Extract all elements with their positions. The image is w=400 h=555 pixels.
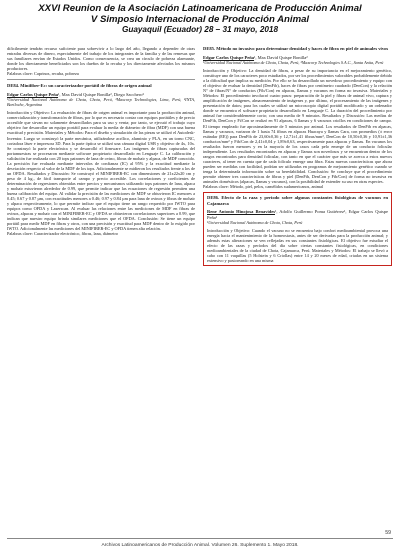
abstract-divider: [7, 79, 195, 80]
abstract-title: DE86. Efecto de la raza y periodo sobre algunas constantes fisiológicas de vacunos en Cajamarca: [207, 195, 388, 206]
journal-footer: Archivos Latinoamericanos de Producción Animal. Volumen 26. Suplemento 1. Mayo 2018.: [101, 543, 299, 548]
location-date: Guayaquil (Ecuador) 28 – 31 mayo, 2018: [121, 25, 279, 34]
footer-rule: [7, 538, 393, 539]
abstract-body: Introducción y Objetivo: La densidad de fibras, a pesar de su importancia en el mejoramiento genético, constituye uno de los caracteres poco estudiados, por ser los procedimientos valorables probablemente debido a la dificultad que implica su medición. Por ello se ha desarrollado un novedoso procedimiento y equipo con el objetivo de evaluar la densidad (DenFib), haces de fibras por centímetro cuadrado (DenCon) y la relación N° de fibras/N° de conductos (Fib/Con) en alpacas, llamas y vacunos en forma no invasiva. Materiales y Métodos: El procedimiento involucró cuatro pasos: preparación de la piel y fibras de animal vivo, captura y amplificación de imágenes, almacenamiento de imágenes y, por último, el procesamiento de las imágenes y presentación de datos; para los cuales se utilizó un microscopio digital portátil modificado y un ordenador donde se encuentra el software propietario desarrollado en Lenguaje C. La duración del procedimiento por animal fue considerablemente corto; con una media de 9 minutos. Resultados y Discusión: Las medias de DenFib, DenCon y Fi/Con se realizó en 91 alpacas, 6 llamas y 6 vacunos criollos en condiciones de campo. El tiempo empleado fue aproximadamente de 5 minutos por animal. Los resultados de DenFib en alpacas, llamas y vacunos, variaron de 1 hasta 74 fibras en alpacas Huacaya y llamas Cara, con promedios (± error estándar (EE)) para DenFib de 23,60±0,36 y 12,71±1,41 fibras/mm², DenCon de 10,50±0,36 y 10,91±1,36 conductos/mm² y Fib/Con de 2,41±0,04 y 1,89±0,63, respectivamente para alpacas y llamas. En vacunos los resultados fueron menores y en la mayoría de los casos cada pelo emerge de un conducto folicular independiente. Los resultados encontrados en alpacas y llamas son novedosos y se encuentran dentro de los rangos encontrados para densidad folicular, con tanto en que el carácter que más se acerca a estos nuevos caracteres, al tener en cuenta que de cada folículo emerge una fibra. Estas nuevas características que ahora pueden ser medidas con facilidad, podrían ser utilizadas en programas de mejoramiento genético cuando se tenga la determinada información sobre su heredabilidad. Conclusión: Se concluye que el procedimiento permite obtener tres características de fibras y piel (DenFib, DenCon y Fib/Con) de forma no invasiva en animales domésticos (alpacas, llamas y vacunos), con la posibilidad de extender su uso en otras especies.: [203, 68, 393, 185]
abstract-de85: [203, 46, 392, 189]
first-author: Edgar Carlos Quispe Peña: [203, 54, 255, 60]
other-authors: ¹, Max David Quispe Bonilla²: [254, 54, 308, 60]
abstract-body: Introducción y Objetivo: Cuando el vacuno no se encuentra bajo confort medioambiental provoca una energía hacia el mantenimiento de la homeostasis, antes de ser derivadas para la producción animal; y además estas alteraciones se ven reflejadas en sus constantes fisiológicas. El objetivo fue estudiar el efecto de las razas y períodos del día sobre ciertas constantes fisiológicas, en condiciones medioambientales de la ciudad de Chota, Cajamarca, Perú. Materiales y Métodos: El trabajo se llevó a cabo con 11 vaquillas (5 Holstein y 6 Criollas) entre 14 y 20 meses de edad, criadas en un sistema extensivo y pastoreando en una misma: [207, 228, 388, 264]
abstract-keywords: Palabras clave: Caracterizador electrónico, fibras, lana, diámetro: [7, 231, 119, 237]
page-number: 59: [385, 530, 391, 536]
abstract-de84: [7, 83, 195, 236]
abstract-body: Introducción y Objetivo: La evaluación de fibras de origen animal es importante para la producción animal, comercialización y transformación de fibras, por lo que es necesario contar con equipos portátiles y de precio accesible que sirvan no solamente desarrollados para su uso y venta; por tanto, se ejecutó el trabajo cuyo objetivo fue desarrollar un equipo portátil para evaluar la media de diámetro de fibra (MDF) con una buena exactitud y precisión. Materiales y Métodos: Para el diseño y simulación de las piezas se utilizó el Autodesk-Inventor. Luego se construyó la parte mecánica, utilizándose acrílico, aluminio y PLA, en un torno CNC, cortadora láser e impresora 3D. Para la parte óptica se utilizó una cámara digital USB y objetivo de 4x, 10x. Se construyó la parte electrónica y se desarrolló el firmware. Las imágenes de fibras capturadas del portamuestras se procesaron mediante software propietario desarrollado en Lenguaje C. La calibración y validación fue realizada con 20 tops patrones de lana de ovino, fibras de mohair y alpaca, de MDF conocido. La precisión fue evaluada mediante intervalos de confianza (IC) al 95% y la exactitud mediante la desviación respecto al valor de la MDF de los tops. Adicionalmente se midieron los resultados frente a los de un OFDA. Resultados y Discusión: Se construyó el MINIFIBER-EC con dimensiones de 21x22x20 cm y peso de 4 kg., de fácil transporte al campo y precio accesible. Los correlaciones y coeficientes de determinación de regresiones obtenidas entre precios y mecanismos utilizando tops patrones de lana, alpaca y mohair estuvieron alrededor de 0.99, que permite indicar que las ecuaciones de regresión permiten una buena calibración del equipo. Al validar la precisión de las mediciones de MDF se obtuvieron IC menores a 0.45; 0.67 y 0.87 µm, con exactitudes menores a 0.46; 0.97 y 0.84 µm para lana de ovinos y fibras de mohair y alpaca respectivamente, lo que permite indicar que el equipo tiene un rango requerido por IWTO para equipos como OFDA y Laserscan. Al evaluar las relaciones entre las mediciones de MDF en fibras de ovinos, alpacas y mohair con el MINIFIBER-EC y OFDA se obtuvieron correlaciones superiores a 0.99, que indican que nuestro equipo brinda similares mediciones que el OFDA. Conclusión: Se tiene un equipo portátil para medir MDF en fibras y otros, con una precisión y exactitud para MDF dentro de lo exigido por IWTO. Adicionalmente las mediciones del MINIFIBER-EC y OFDA tienen alta relación.: [7, 110, 195, 232]
conference-title: XXVI Reunion de la Asociación Latinoamericana de Producción Animal: [38, 3, 362, 14]
other-authors: ¹, Max David Quispe Bonilla², Diego Sacchero³: [58, 91, 144, 97]
abstract-title: DE84. Minifiber-Ec: un caracterizador portátil de fibras de origen animal: [7, 83, 152, 89]
page-header: [0, 3, 400, 35]
symposium-title: V Simposio Internacional de Producción Animal: [90, 14, 310, 25]
prev-abstract-keywords: Palabras clave: Caprinos, recuba, pobreza: [7, 71, 79, 77]
other-authors: ¹, Adolfo Guillermo Poma Gutiérrez¹, Edgar Carlos Quispe Peña¹: [207, 209, 388, 220]
prev-abstract-text: dificilmente tendrán recurso suficiente para sobrevivir a lo largo del año, llegando a depender de otras entradas diversas de dinero, especialmente del trabajo de los integrantes de la familia y de las remesas que sus familiares envían de Estados Unidos. Como consecuencia, se crea un círculo de pobreza alarmante, donde los directamente beneficiados son los dueños de la recuba y los directamente afectados los mismos productores.: [7, 46, 195, 72]
abstract-title: DE85. Método no invasivo para determinar densidad y haces de fibra en piel de animales vivos: [203, 46, 389, 51]
first-author: Rene Antonio Hinojosa Benavides: [207, 209, 275, 215]
abstract-affiliations: ¹Universidad Nacional Autónoma de Chota, Chota, Perú: [207, 220, 303, 226]
abstract-de86: [203, 192, 392, 266]
abstract-affiliations: ¹Universidad Nacional Autónoma de Chota, Chota, Perú, ²Maxcorp Technologies S.A.C., Santa Anita, Perú: [203, 60, 384, 65]
abstract-keywords: Palabras clave: Método, piel, pelos, camélidos sudamericanos, animal: [203, 184, 324, 190]
abstract-affiliations: ¹Universidad Nacional Autónoma de Chota, Chota, Perú, ²Maxcorp Technologies, Lima, Perú, ³INTA, Bariloche, Argentina: [7, 97, 195, 108]
left-column: [7, 46, 195, 236]
right-column: [203, 46, 392, 266]
first-author: Edgar Carlos Quispe Peña: [7, 91, 59, 97]
abstract-authors: [207, 209, 388, 220]
